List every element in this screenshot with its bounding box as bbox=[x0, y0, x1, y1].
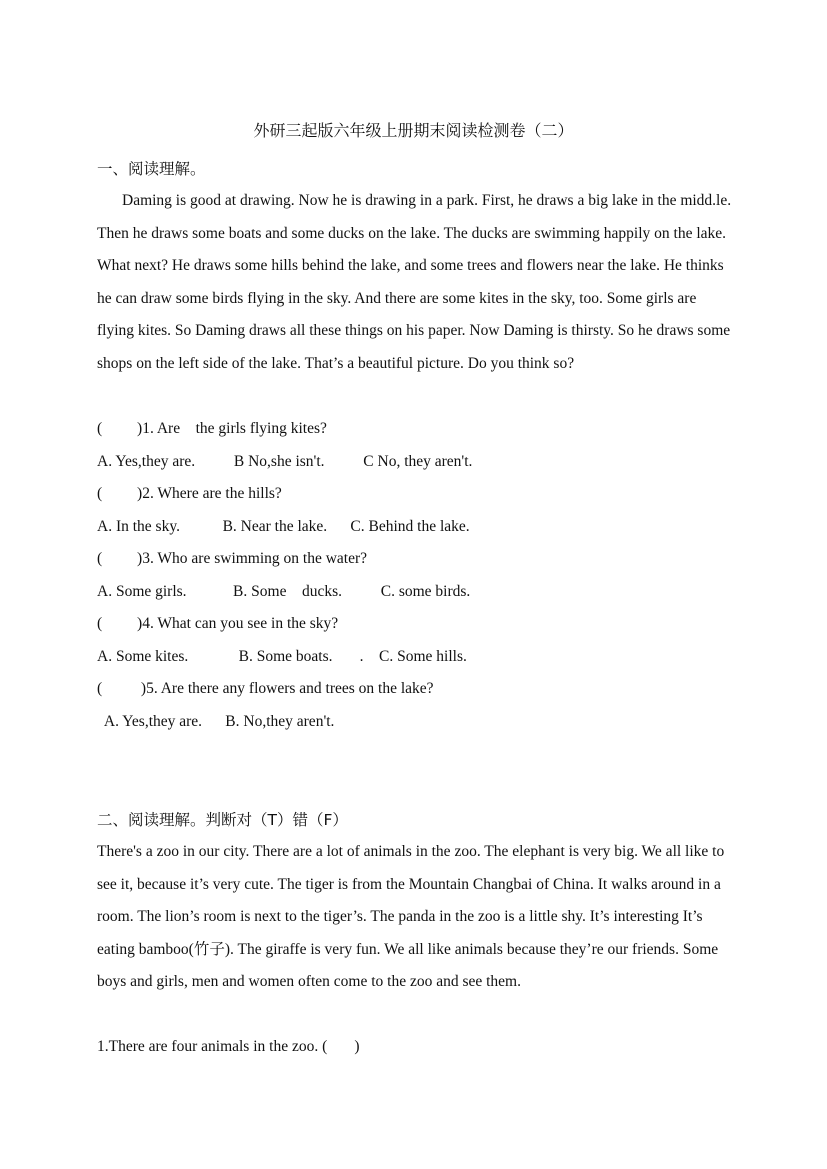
question-2: ( )2. Where are the hills? bbox=[97, 485, 282, 502]
section2-passage: There's a zoo in our city. There are a lot of animals in the zoo. The elephant is very big. We all like to see it, because it’s very cute. The tiger is from the Mountain Changbai of China. It walks around in a room. The lion’s room is next to the tiger’s. The panda in the zoo is a little shy. It’s interesting It’s eating bamboo(竹子). The giraffe is very fun. We all like animals because they’re our friends. Some boys and girls, men and women often come to the zoo and see them. bbox=[97, 843, 725, 990]
question-1: ( )1. Are the girls flying kites? bbox=[97, 420, 327, 437]
question-4-options: A. Some kites. B. Some boats. . C. Some hills. bbox=[97, 648, 467, 665]
question-5-options: A. Yes,they are. B. No,they aren't. bbox=[97, 713, 335, 730]
section2-heading: 二、阅读理解。判断对（T）错（F） bbox=[97, 811, 348, 829]
page-title: 外研三起版六年级上册期末阅读检测卷（二） bbox=[253, 121, 574, 140]
question-1-options: A. Yes,they are. B No,she isn't. C No, they aren't. bbox=[97, 453, 473, 470]
question-3: ( )3. Who are swimming on the water? bbox=[97, 550, 368, 567]
question-5: ( )5. Are there any flowers and trees on the lake? bbox=[97, 680, 434, 697]
question-3-options: A. Some girls. B. Some ducks. C. some birds. bbox=[97, 583, 471, 600]
section1-heading: 一、阅读理解。 bbox=[97, 160, 206, 178]
question-2-options: A. In the sky. B. Near the lake. C. Behind the lake. bbox=[97, 518, 470, 535]
section1-passage bbox=[97, 185, 737, 380]
question-4: ( )4. What can you see in the sky? bbox=[97, 615, 339, 632]
section1-passage-text: Daming is good at drawing. Now he is drawing in a park. First, he draws a big lake in the midd.le. Then he draws some boats and some ducks on the lake. The ducks are swimming happily on the lake. What next? He draws some hills behind the lake, and some trees and flowers near the lake. He thinks he can draw some birds flying in the sky. And there are some kites in the sky, too. Some girls are flying kites. So Daming draws all these things on his paper. Now Daming is thirsty. So he draws some shops on the left side of the lake. That’s a beautiful picture. Do you think so? bbox=[97, 192, 732, 372]
section2-question-1: 1.There are four animals in the zoo. ( ) bbox=[97, 1038, 360, 1055]
